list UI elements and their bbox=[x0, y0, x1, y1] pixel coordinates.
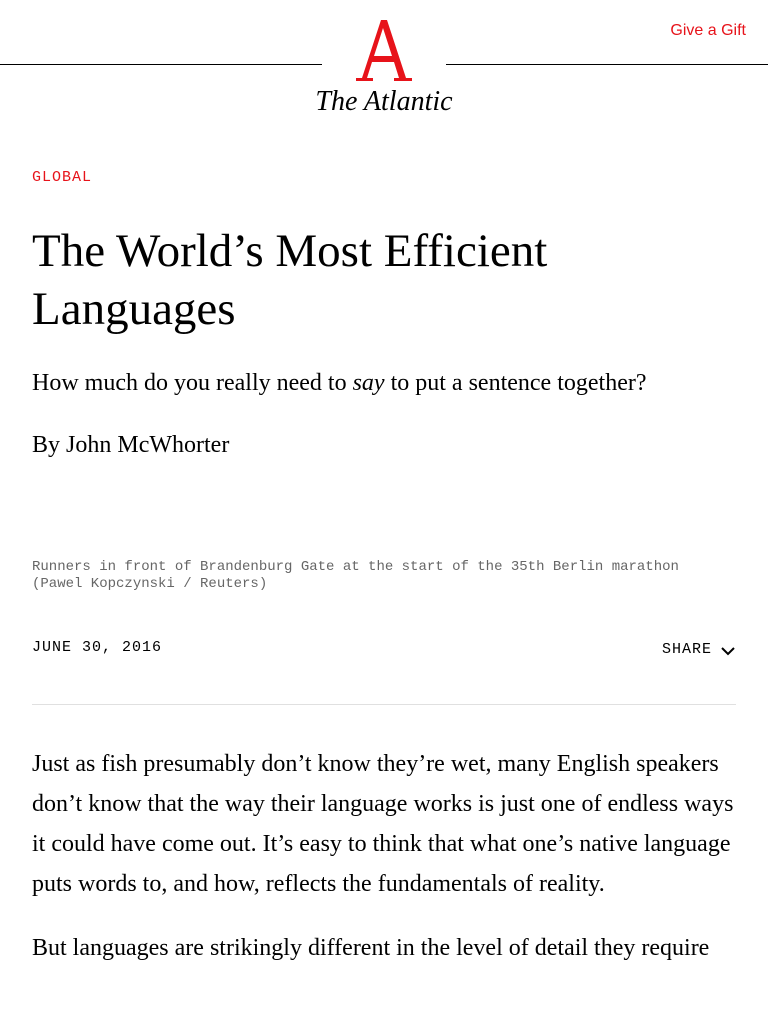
body-paragraph: Just as fish presumably don’t know they’re wet, many English speakers don’t know that the way their language works is just one of endless ways it could have come out. It’s easy to think that what one’s native language puts words to, and how, reflects the fundamentals of reality. bbox=[32, 751, 734, 897]
dek-text-end: to put a sentence together? bbox=[384, 370, 647, 396]
body-paragraph: But languages are strikingly different in the level of detail they require bbox=[32, 935, 710, 961]
chevron-down-icon bbox=[720, 644, 736, 656]
author-link[interactable]: John McWhorter bbox=[66, 432, 230, 458]
masthead bbox=[0, 0, 768, 130]
byline bbox=[32, 428, 229, 462]
image-caption: Runners in front of Brandenburg Gate at the start of the 35th Berlin marathon (Pawel Kopczynski / Reuters) bbox=[32, 559, 679, 592]
dek-emphasis: say bbox=[352, 370, 385, 396]
share-label: SHARE bbox=[661, 641, 712, 658]
give-a-gift-link[interactable]: Give a Gift bbox=[670, 22, 746, 39]
article-dek bbox=[32, 366, 732, 400]
article-divider bbox=[32, 704, 736, 705]
masthead-rule-right bbox=[446, 64, 768, 65]
section-label[interactable]: GLOBAL bbox=[32, 169, 93, 186]
logo-wordmark[interactable]: The Atlantic bbox=[315, 86, 453, 117]
byline-prefix: By bbox=[32, 432, 67, 458]
dek-text-start: How much do you really need to bbox=[32, 370, 353, 396]
publish-date: JUNE 30, 2016 bbox=[32, 639, 163, 656]
atlantic-a-logo-icon[interactable] bbox=[354, 18, 414, 84]
article-headline: The World’s Most Efficient Languages bbox=[32, 225, 548, 335]
share-button[interactable] bbox=[662, 640, 736, 660]
article-body bbox=[32, 744, 742, 992]
masthead-rule-left bbox=[0, 64, 322, 65]
